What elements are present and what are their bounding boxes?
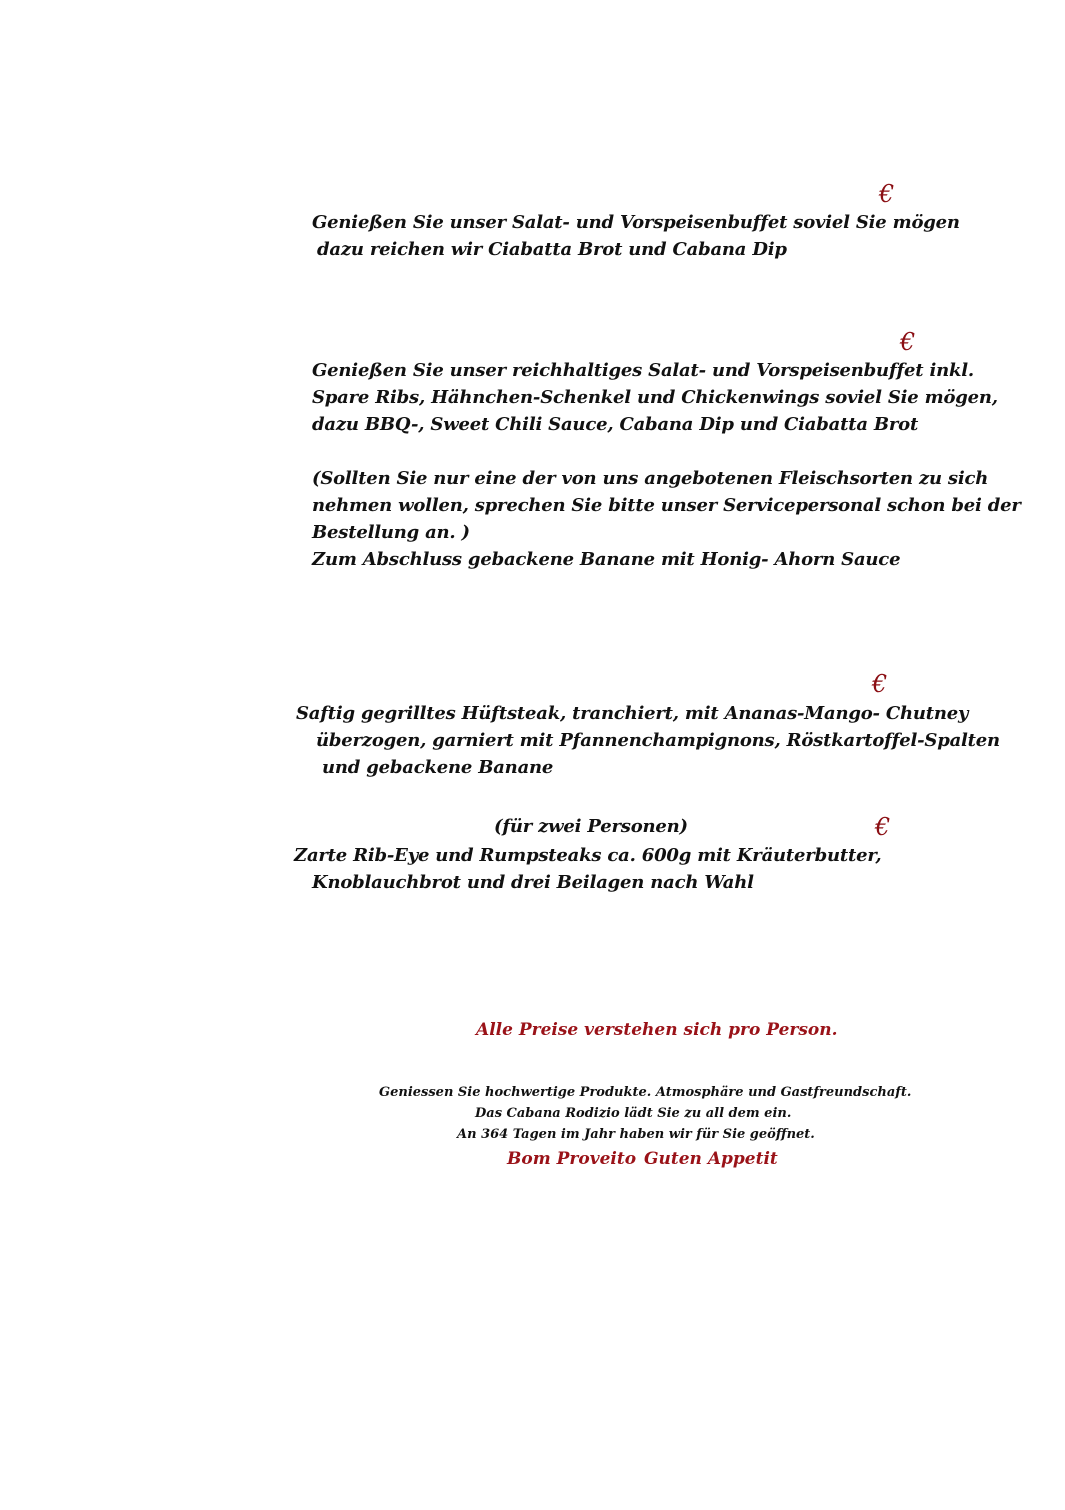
menu-item-description-line: dazu reichen wir Ciabatta Brot und Cabana Dip: [317, 239, 787, 260]
price-note: Alle Preise verstehen sich pro Person.: [476, 1020, 838, 1040]
menu-item-description-line: Genießen Sie unser reichhaltiges Salat- und Vorspeisenbuffet inkl.: [312, 360, 974, 381]
greeting-portuguese: Bom Proveito: [507, 1149, 637, 1169]
greeting-german: Guten Appetit: [644, 1149, 778, 1169]
price-euro-symbol: €: [875, 813, 891, 841]
menu-item-description-line: Saftig gegrilltes Hüftsteak, tranchiert, mit Ananas-Mango- Chutney: [296, 703, 969, 724]
price-euro-symbol: €: [872, 670, 888, 698]
menu-item-description-line: Genießen Sie unser Salat- und Vorspeisenbuffet soviel Sie mögen: [312, 212, 960, 233]
menu-item-description-line: Knoblauchbrot und drei Beilagen nach Wahl: [312, 872, 754, 893]
price-euro-symbol: €: [879, 180, 895, 208]
price-euro-symbol: €: [900, 328, 916, 356]
menu-item-note: (für zwei Personen): [494, 816, 688, 837]
menu-item-description-line: Spare Ribs, Hähnchen-Schenkel und Chickenwings soviel Sie mögen,: [312, 387, 998, 408]
menu-item-description-line: (Sollten Sie nur eine der von uns angebotenen Fleischsorten zu sich: [312, 468, 989, 489]
menu-item-description-line: dazu BBQ-, Sweet Chili Sauce, Cabana Dip und Ciabatta Brot: [312, 414, 919, 435]
menu-item-description-line: Zarte Rib-Eye und Rumpsteaks ca. 600g mit Kräuterbutter,: [294, 845, 882, 866]
footer-line: An 364 Tagen im Jahr haben wir für Sie geöffnet.: [457, 1127, 815, 1142]
menu-item-description-line: Bestellung an. ): [312, 522, 470, 543]
menu-item-description-line: und gebackene Banane: [322, 757, 554, 778]
footer-line: Geniessen Sie hochwertige Produkte. Atmosphäre und Gastfreundschaft.: [379, 1085, 912, 1100]
footer-line: Das Cabana Rodizio lädt Sie zu all dem ein.: [475, 1106, 792, 1121]
menu-item-description-line: nehmen wollen, sprechen Sie bitte unser Servicepersonal schon bei der: [312, 495, 1021, 516]
menu-item-description-line: Zum Abschluss gebackene Banane mit Honig- Ahorn Sauce: [312, 549, 901, 570]
menu-item-description-line: überzogen, garniert mit Pfannenchampignons, Röstkartoffel-Spalten: [316, 730, 1000, 751]
